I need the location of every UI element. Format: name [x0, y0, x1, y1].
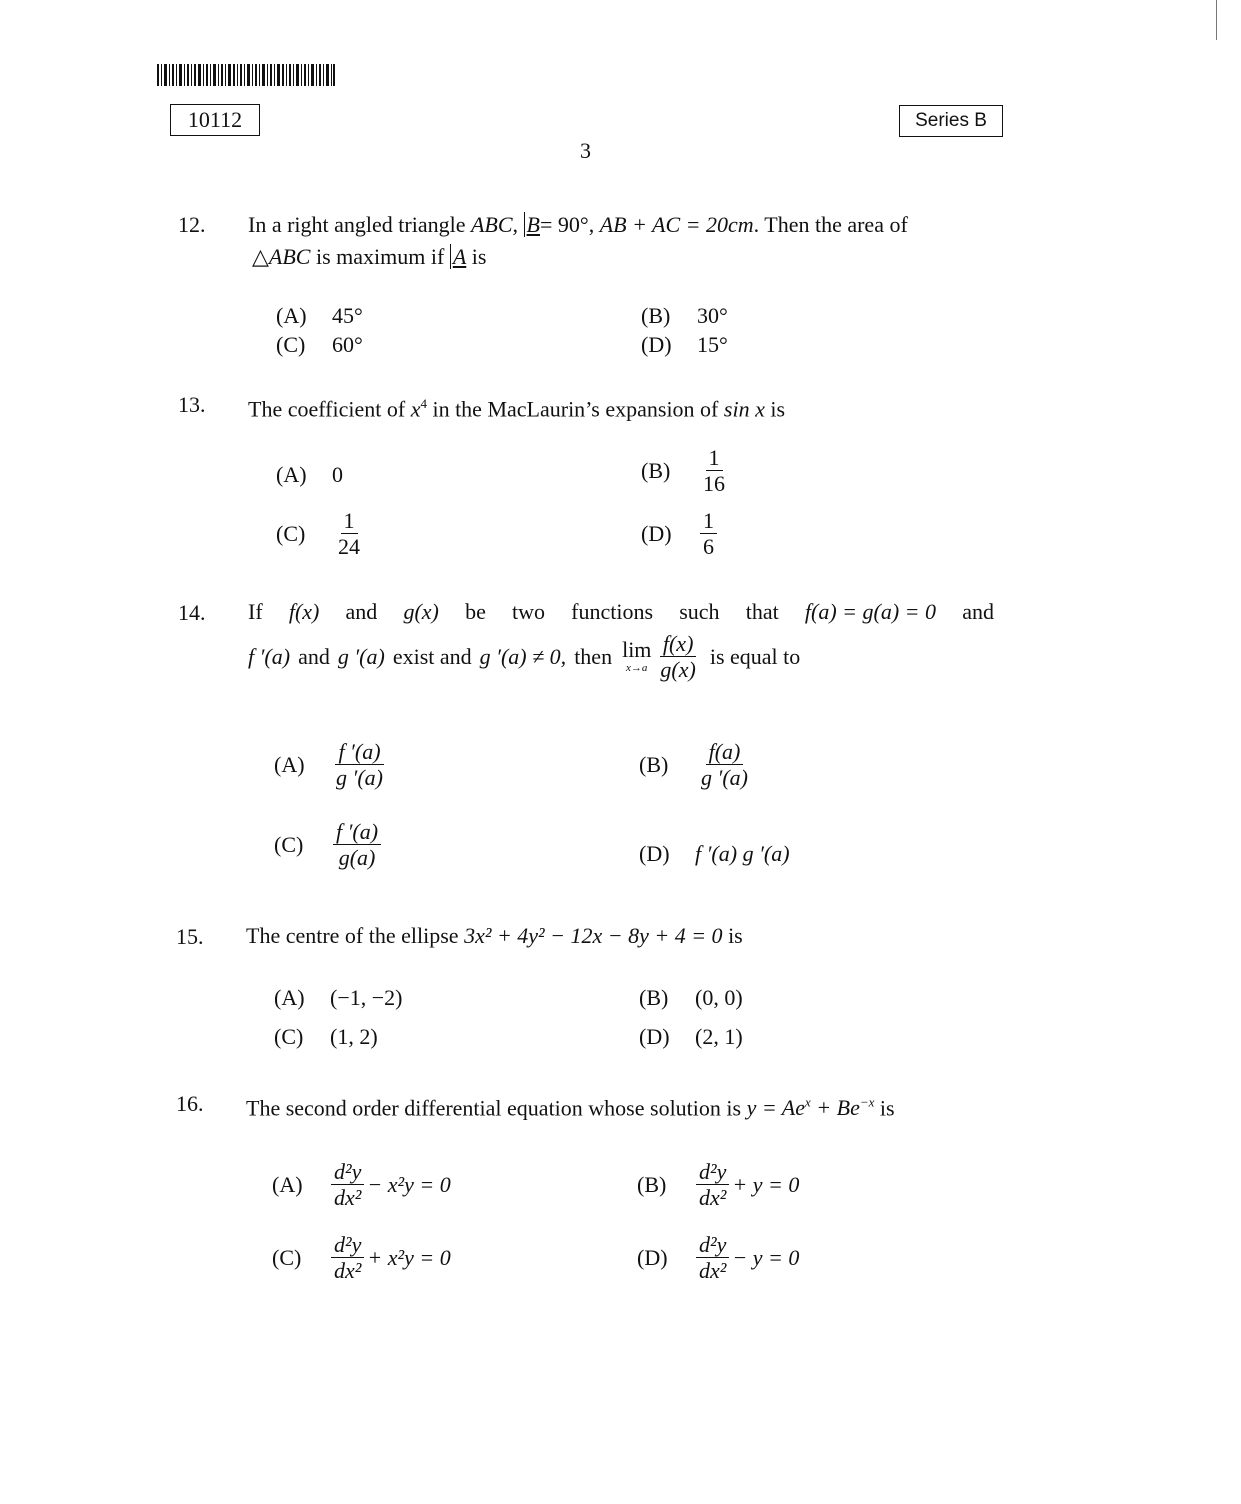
- question-14-option-d: (D) f ′(a) g ′(a): [639, 841, 790, 866]
- question-15-option-b: (B) (0, 0): [639, 985, 743, 1010]
- question-12-line-1: In a right angled triangle ABC, B= 90°, AB + AC = 20cm. Then the area of: [248, 212, 908, 237]
- ellipse-equation: 3x² + 4y² − 12x − 8y + 4 = 0: [464, 923, 723, 948]
- question-13-text: The coefficient of $x^4$ in the MacLaurin’s expansion of sin x is: [248, 396, 786, 422]
- angle-b: B: [524, 212, 540, 237]
- series-label: Series B: [915, 110, 987, 131]
- question-12-option-d: (D) 15°: [641, 332, 728, 357]
- question-16-text: The second order differential equation whose solution is $y = Ae^x + Be^{-x}$ is: [246, 1095, 895, 1121]
- paper-code: 10112: [187, 107, 243, 132]
- question-14-line-2: f ′(a) and g ′(a) exist and g ′(a) ≠ 0, then lim x→a $\frac{f(x)}{g(x)}$ is equal to: [248, 631, 801, 683]
- question-12-option-a: (A) 45°: [276, 303, 363, 328]
- solution-equation: $y = Ae^x + Be^{-x}$: [746, 1095, 875, 1121]
- barcode: [157, 64, 335, 86]
- question-15-text: The centre of the ellipse 3x² + 4y² − 12x − 8y + 4 = 0 is: [246, 923, 743, 948]
- question-16-option-c: (C) $\frac{\text{d²y}}{\text{dx²}}$ + x²y = 0: [272, 1232, 451, 1284]
- question-15-number: 15.: [176, 924, 204, 949]
- question-12-line-2: △ABC is maximum if A is: [252, 244, 487, 269]
- question-12-number: 12.: [178, 212, 206, 237]
- limit-fraction: $\frac{f(x)}{g(x)}$: [660, 631, 696, 683]
- scan-mark: [1216, 0, 1217, 40]
- question-13-option-b: (B) $\frac{1}{16}$: [641, 445, 725, 497]
- question-16-option-d: (D) $\frac{\text{d²y}}{\text{dx²}}$ − y = 0: [637, 1232, 800, 1284]
- question-12-option-b: (B) 30°: [641, 303, 728, 328]
- page-number: 3: [580, 138, 591, 163]
- limit-operator: lim x→a: [622, 637, 652, 675]
- paper-code-box: [170, 104, 260, 136]
- question-14-option-c: (C) $\frac{f '(a)}{g(a)}$: [274, 820, 384, 869]
- question-15-option-a: (A) (−1, −2): [274, 985, 403, 1010]
- series-box: [899, 105, 1003, 137]
- triangle-symbol: △: [252, 244, 269, 269]
- angle-a: A: [450, 244, 466, 269]
- question-16-option-b: (B) $\frac{\text{d²y}}{\text{dx²}}$ + y = 0: [637, 1159, 800, 1211]
- question-14-line-1: If f(x) and g(x) be two functions such that f(a) = g(a) = 0 and: [248, 599, 994, 624]
- question-16-number: 16.: [176, 1091, 204, 1116]
- question-15-option-c: (C) (1, 2): [274, 1024, 378, 1049]
- question-14-number: 14.: [178, 600, 206, 625]
- question-16-option-a: (A) $\frac{\text{d²y}}{\text{dx²}}$ − x²y = 0: [272, 1159, 451, 1211]
- question-13-option-a: (A) 0: [276, 462, 343, 487]
- question-13-option-d: (D) $\frac{1}{6}$: [641, 509, 720, 558]
- question-15-option-d: (D) (2, 1): [639, 1024, 743, 1049]
- question-12-option-c: (C) 60°: [276, 332, 363, 357]
- question-14-option-a: (A) $\frac{f '(a)}{g '(a)}$: [274, 739, 383, 791]
- question-14-option-b: (B) $\frac{f(a)}{g '(a)}$: [639, 739, 748, 791]
- question-13-option-c: (C) $\frac{1}{24}$: [276, 508, 360, 560]
- question-13-number: 13.: [178, 392, 206, 417]
